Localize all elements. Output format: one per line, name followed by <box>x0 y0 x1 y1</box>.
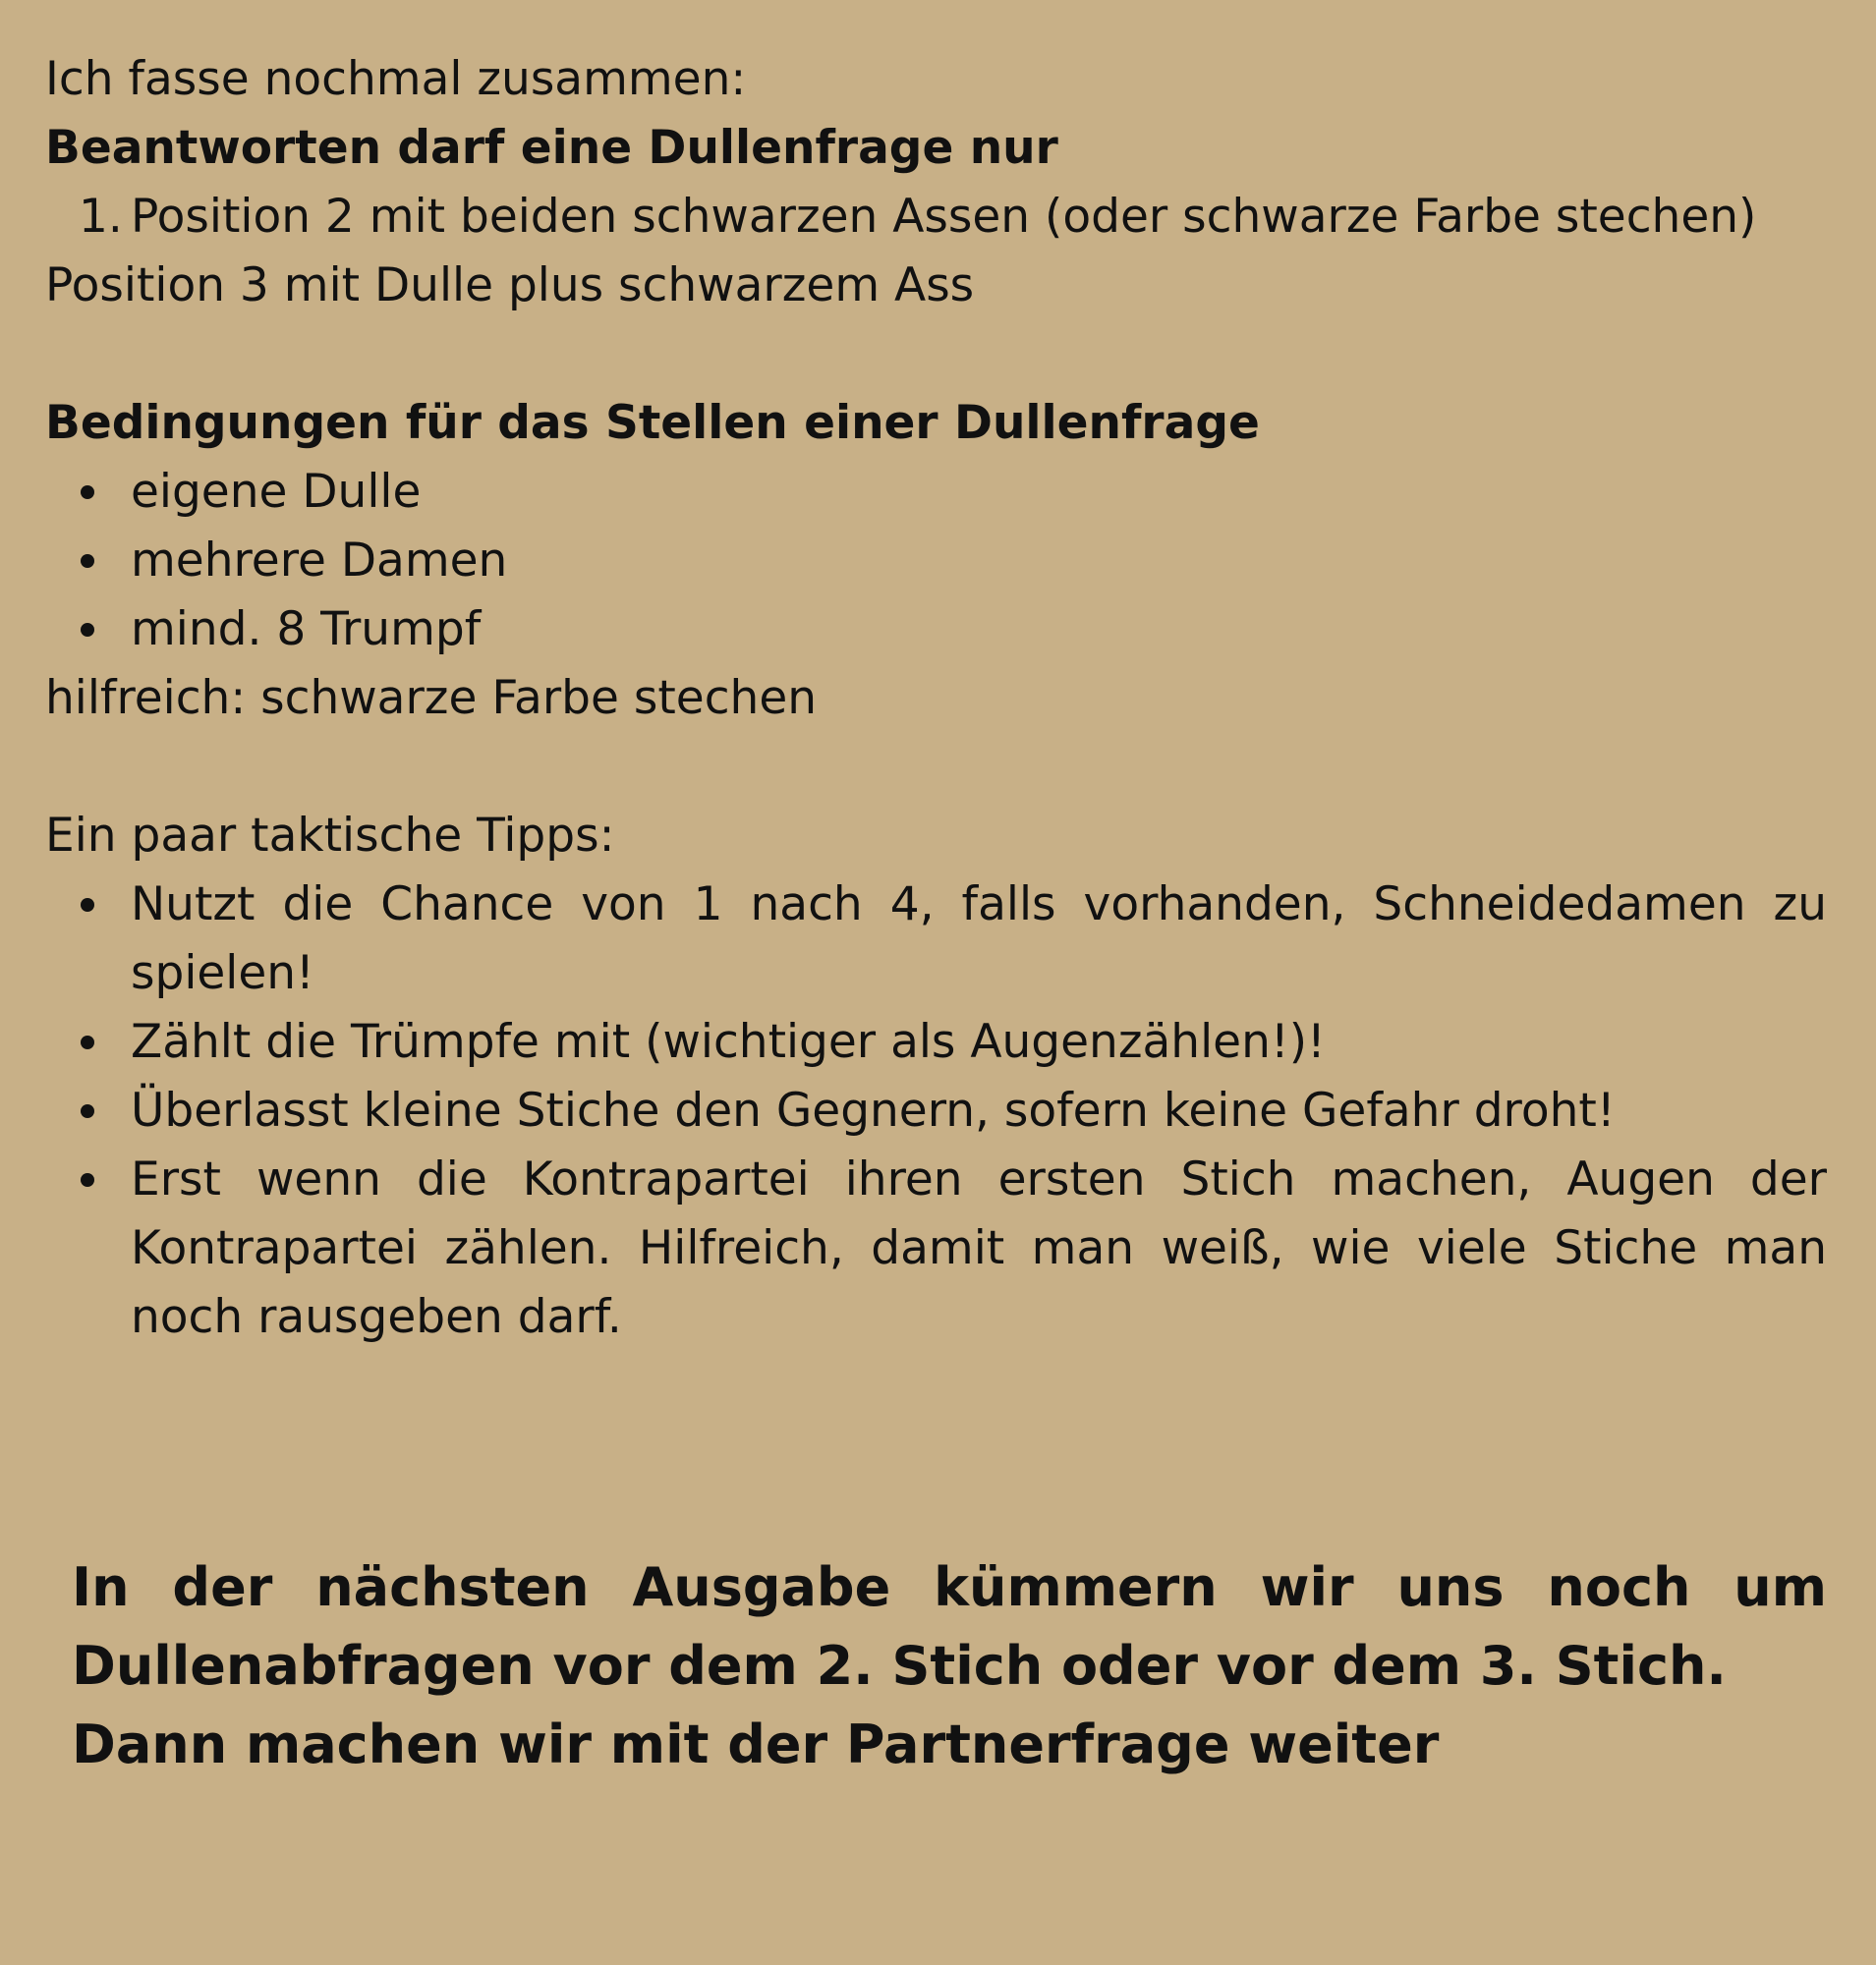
main-content <box>45 45 1827 1352</box>
footer-line: Dullenabfragen vor dem 2. Stich oder vor dem 3. Stich. <box>72 1635 1727 1697</box>
list-number: 1. <box>79 190 123 244</box>
conditions-list <box>45 458 1827 664</box>
list-item <box>45 458 1827 527</box>
list-item-text: Nutzt die Chance von 1 nach 4, falls vorhanden, Schneidedamen zu spielen! <box>131 877 1827 1000</box>
spacer <box>45 733 1827 802</box>
footer-line: Dann machen wir mit der Partnerfrage weiter <box>72 1713 1440 1775</box>
list-item-text: mehrere Damen <box>131 533 508 588</box>
bullet-icon <box>81 1173 94 1187</box>
conditions-heading: Bedingungen für das Stellen einer Dullenfrage <box>45 396 1260 450</box>
list-item <box>45 1146 1827 1352</box>
bullet-icon <box>81 485 94 499</box>
ordered-list-item <box>45 183 1827 252</box>
list-item-text: Überlasst kleine Stiche den Gegnern, sofern keine Gefahr droht! <box>131 1084 1616 1138</box>
spacer <box>45 320 1827 389</box>
answer-continuation: Position 3 mit Dulle plus schwarzem Ass <box>45 258 975 312</box>
intro-text: Ich fasse nochmal zusammen: <box>45 52 747 106</box>
list-item-text: mind. 8 Trumpf <box>131 602 482 656</box>
tips-heading: Ein paar taktische Tipps: <box>45 809 615 863</box>
list-item <box>45 595 1827 664</box>
list-item <box>45 870 1827 1008</box>
conditions-note: hilfreich: schwarze Farbe stechen <box>45 671 818 725</box>
list-item <box>45 1077 1827 1146</box>
bullet-icon <box>81 554 94 568</box>
bullet-icon <box>81 1104 94 1118</box>
bullet-icon <box>81 1036 94 1049</box>
bullet-icon <box>81 623 94 637</box>
bullet-icon <box>81 898 94 912</box>
answer-heading: Beantworten darf eine Dullenfrage nur <box>45 121 1058 175</box>
footer-line: In der nächsten Ausgabe kümmern wir uns noch um <box>72 1556 1827 1618</box>
list-item <box>45 1008 1827 1077</box>
list-item-text: Erst wenn die Kontrapartei ihren ersten Stich machen, Augen der Kontrapartei zählen. Hilfreich, damit man weiß, wie viele Stiche man noch rausgeben darf. <box>131 1152 1827 1344</box>
list-item-text: Position 2 mit beiden schwarzen Assen (oder schwarze Farbe stechen) <box>131 190 1757 244</box>
footer-announcement <box>72 1548 1827 1784</box>
list-item-text: Zählt die Trümpfe mit (wichtiger als Augenzählen!)! <box>131 1015 1326 1069</box>
tips-list <box>45 870 1827 1352</box>
list-item-text: eigene Dulle <box>131 465 422 519</box>
answer-ordered-list <box>45 183 1827 252</box>
list-item <box>45 527 1827 595</box>
